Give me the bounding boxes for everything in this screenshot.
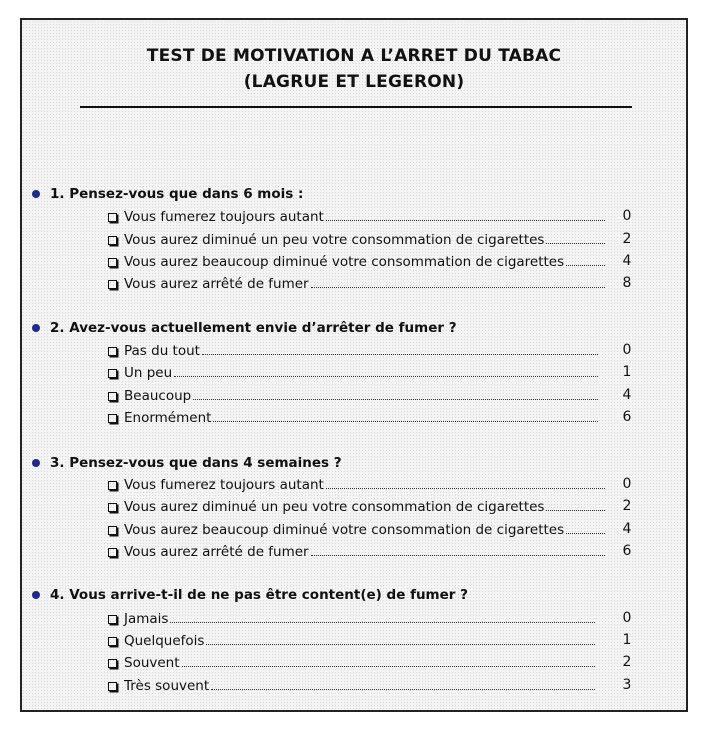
q2-option-2-score: 1 bbox=[622, 364, 632, 380]
dotted-leader bbox=[174, 376, 598, 377]
dotted-leader bbox=[311, 287, 605, 288]
checkbox-icon[interactable] bbox=[108, 414, 117, 423]
option-label: Vous aurez beaucoup diminué votre consommation de cigarettes bbox=[124, 254, 565, 270]
dotted-leader bbox=[206, 644, 595, 645]
q4-option-4-score: 3 bbox=[622, 677, 632, 693]
checkbox-icon[interactable] bbox=[108, 347, 117, 356]
q1-option-4[interactable] bbox=[108, 274, 608, 294]
option-label: Vous aurez diminué un peu votre consommation de cigarettes bbox=[124, 232, 545, 248]
q4-option-1-score: 0 bbox=[622, 610, 632, 626]
dotted-leader bbox=[566, 533, 605, 534]
checkbox-icon[interactable] bbox=[108, 392, 117, 401]
title-rule bbox=[80, 106, 632, 108]
dotted-leader bbox=[193, 399, 598, 400]
option-label: Jamais bbox=[124, 611, 169, 627]
option-label: Un peu bbox=[124, 365, 173, 381]
q4-option-3-score: 2 bbox=[622, 654, 632, 670]
q2-option-2[interactable] bbox=[108, 363, 601, 383]
checkbox-icon[interactable] bbox=[108, 659, 117, 668]
q1-option-2-score: 2 bbox=[622, 231, 632, 247]
dotted-leader bbox=[546, 510, 605, 511]
question-1-text: 1. Pensez-vous que dans 6 mois : bbox=[50, 186, 304, 202]
checkbox-icon[interactable] bbox=[108, 503, 117, 512]
dotted-leader bbox=[211, 689, 595, 690]
checkbox-icon[interactable] bbox=[108, 481, 117, 490]
option-label: Pas du tout bbox=[124, 343, 200, 359]
dotted-leader bbox=[546, 243, 605, 244]
q2-option-3[interactable] bbox=[108, 386, 601, 406]
questionnaire-frame bbox=[20, 18, 688, 712]
bullet-icon bbox=[32, 459, 40, 467]
q2-option-4-score: 6 bbox=[622, 409, 632, 425]
checkbox-icon[interactable] bbox=[108, 637, 117, 646]
question-3 bbox=[32, 455, 342, 471]
q3-option-2-score: 2 bbox=[622, 498, 632, 514]
q3-option-4[interactable] bbox=[108, 542, 608, 562]
question-4 bbox=[32, 587, 468, 603]
q4-option-2[interactable] bbox=[108, 631, 598, 651]
option-label: Souvent bbox=[124, 655, 180, 671]
dotted-leader bbox=[182, 666, 595, 667]
checkbox-icon[interactable] bbox=[108, 213, 117, 222]
q3-option-1[interactable] bbox=[108, 475, 608, 495]
option-label: Vous aurez diminué un peu votre consommation de cigarettes bbox=[124, 499, 545, 515]
option-label: Quelquefois bbox=[124, 633, 205, 649]
option-label: Vous fumerez toujours autant bbox=[124, 477, 324, 493]
option-label: Enormément bbox=[124, 410, 212, 426]
q3-option-3[interactable] bbox=[108, 520, 608, 540]
dotted-leader bbox=[566, 265, 605, 266]
q4-option-3[interactable] bbox=[108, 653, 598, 673]
option-label: Beaucoup bbox=[124, 388, 192, 404]
question-3-text: 3. Pensez-vous que dans 4 semaines ? bbox=[50, 455, 342, 471]
question-1 bbox=[32, 186, 303, 202]
option-label: Très souvent bbox=[124, 678, 210, 694]
q1-option-3[interactable] bbox=[108, 252, 608, 272]
bullet-icon bbox=[32, 190, 40, 198]
q4-option-2-score: 1 bbox=[622, 632, 632, 648]
dotted-leader bbox=[311, 555, 605, 556]
bullet-icon bbox=[32, 591, 40, 599]
q1-option-1[interactable] bbox=[108, 207, 608, 227]
option-label: Vous fumerez toujours autant bbox=[124, 209, 324, 225]
bullet-icon bbox=[32, 324, 40, 332]
checkbox-icon[interactable] bbox=[108, 548, 117, 557]
option-label: Vous aurez arrêté de fumer bbox=[124, 276, 309, 292]
checkbox-icon[interactable] bbox=[108, 682, 117, 691]
q3-option-3-score: 4 bbox=[622, 521, 632, 537]
checkbox-icon[interactable] bbox=[108, 369, 117, 378]
q2-option-1-score: 0 bbox=[622, 342, 632, 358]
question-2 bbox=[32, 320, 457, 336]
q4-option-1[interactable] bbox=[108, 609, 598, 629]
question-4-text: 4. Vous arrive-t-il de ne pas être content(e) de fumer ? bbox=[50, 587, 468, 603]
q2-option-3-score: 4 bbox=[622, 387, 632, 403]
title-line-1: TEST DE MOTIVATION A L’ARRET DU TABAC bbox=[146, 46, 562, 66]
dotted-leader bbox=[326, 220, 605, 221]
dotted-leader bbox=[213, 421, 598, 422]
q3-option-2[interactable] bbox=[108, 497, 608, 517]
q2-option-4[interactable] bbox=[108, 408, 601, 428]
option-label: Vous aurez beaucoup diminué votre consommation de cigarettes bbox=[124, 522, 565, 538]
q1-option-4-score: 8 bbox=[622, 275, 632, 291]
question-2-text: 2. Avez-vous actuellement envie d’arrêter de fumer ? bbox=[50, 320, 457, 336]
title-line-2: (LAGRUE ET LEGERON) bbox=[243, 72, 465, 92]
dotted-leader bbox=[326, 488, 605, 489]
q3-option-1-score: 0 bbox=[622, 476, 632, 492]
q1-option-3-score: 4 bbox=[622, 253, 632, 269]
checkbox-icon[interactable] bbox=[108, 526, 117, 535]
dotted-leader bbox=[170, 622, 595, 623]
checkbox-icon[interactable] bbox=[108, 258, 117, 267]
q1-option-1-score: 0 bbox=[622, 208, 632, 224]
checkbox-icon[interactable] bbox=[108, 236, 117, 245]
checkbox-icon[interactable] bbox=[108, 615, 117, 624]
dotted-leader bbox=[202, 354, 598, 355]
option-label: Vous aurez arrêté de fumer bbox=[124, 544, 309, 560]
checkbox-icon[interactable] bbox=[108, 280, 117, 289]
q4-option-4[interactable] bbox=[108, 676, 598, 696]
q1-option-2[interactable] bbox=[108, 230, 608, 250]
q3-option-4-score: 6 bbox=[622, 543, 632, 559]
q2-option-1[interactable] bbox=[108, 341, 601, 361]
